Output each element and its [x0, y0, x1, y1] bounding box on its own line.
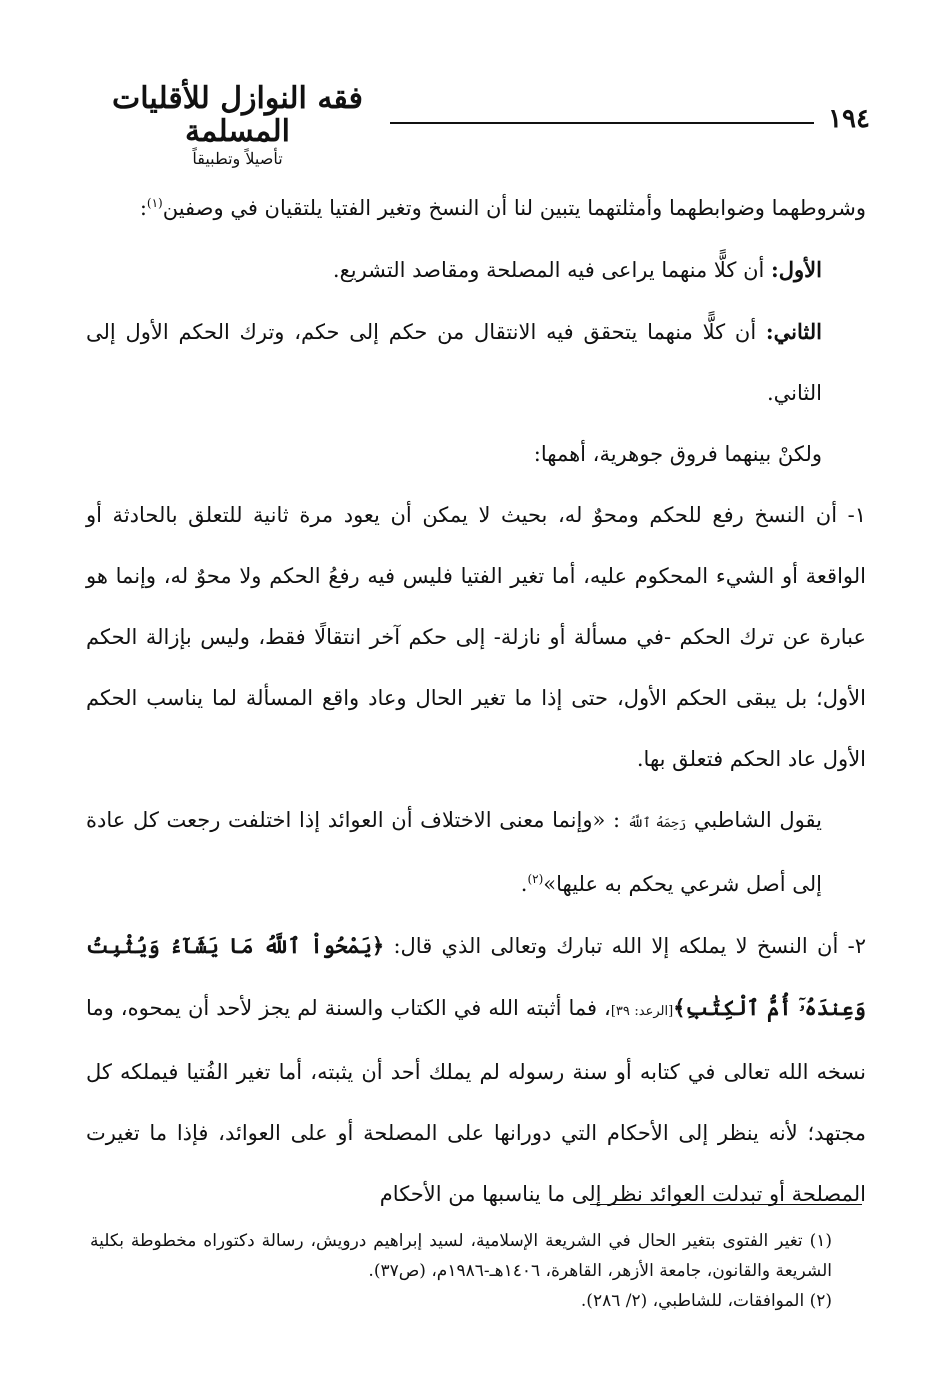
header-rule: [390, 122, 814, 124]
quran-verse: ﴿يَمْحُواْ ٱللَّهُ مَا يَشَآءُ وَيُثْبِتُ وَعِندَهُۥٓ أُمُّ ٱلْكِتَٰبِ﴾: [86, 933, 866, 1020]
book-title: فقه النوازل للأقليات المسلمة: [112, 81, 363, 149]
first-label: الأول:: [771, 257, 822, 282]
footnote-ref-2: (٢): [527, 872, 544, 886]
quote-intro: يقول الشاطبي: [693, 808, 822, 832]
verse-reference: [الرعد: ٣٩]: [610, 1004, 674, 1019]
paragraph-intro-end: :: [139, 196, 147, 220]
paragraph-intro: [86, 178, 866, 239]
honorific: رَحِمَهُ ٱللَّهُ: [627, 816, 687, 831]
paragraph-second: [86, 301, 866, 424]
running-title: [90, 82, 385, 168]
footnote-1: (١) تغير الفتوى بتغير الحال في الشريعة الإسلامية، لسيد إبراهيم درويش، رسالة دكتوراه مخطوطة بكلية الشريعة والقانون، جامعة الأزهر، القاهرة، ١٤٠٦هـ-١٩٨٦م، (ص٣٧).: [90, 1231, 832, 1281]
paragraph-first: [86, 239, 866, 301]
item2-start: ٢- أن النسخ لا يملكه إلا الله تبارك وتعالى الذي قال:: [384, 934, 866, 958]
quote-end: .: [520, 872, 528, 896]
body-text: [86, 178, 866, 1225]
list-item-2: [86, 915, 866, 1225]
second-label: الثاني:: [765, 319, 822, 344]
page-header: [90, 81, 870, 168]
paragraph-quote: [86, 790, 866, 915]
footnote-2: (٢) الموافقات، للشاطبي، (٢/ ٢٨٦).: [580, 1291, 832, 1311]
item2-rest: ، فما أثبته الله في الكتاب والسنة لم يجز لأحد أن يمحوه، وما نسخه الله تعالى في كتابه أو سنة رسوله لم يملك أحد أن يثبته، أما تغير الفُتيا فيملكه كل مجتهد؛ لأنه ينظر إلى الأحكام التي دورانها على المصلحة أو على العوائد، فإذا ما تغيرت المصلحة أو تبدلت العوائد نظر إلى ما يناسبها من الأحكام: [86, 996, 867, 1206]
paragraph-intro-text: وشروطهما وضوابطهما وأمثلتهما يتبين لنا أن النسخ وتغير الفتيا يلتقيان في وصفين: [162, 196, 866, 220]
book-subtitle: تأصيلاً وتطبيقاً: [192, 149, 283, 168]
quote-text: : «وإنما معنى الاختلاف أن العوائد إذا اختلفت رجعت كل عادة إلى أصل شرعي يحكم به عليها»: [86, 808, 822, 896]
first-text: أن كلًّا منهما يراعى فيه المصلحة ومقاصد التشريع.: [332, 258, 772, 282]
differences-text: ولكنْ بينهما فروق جوهرية، أهمها:: [533, 442, 822, 466]
page-number: ١٩٤: [828, 104, 870, 134]
footnote-ref-1: (١): [146, 196, 163, 210]
paragraph-differences: [86, 424, 866, 485]
second-text: أن كلًّا منهما يتحقق فيه الانتقال من حكم إلى حكم، وترك الحكم الأول إلى الثاني.: [86, 320, 822, 405]
footnote-rule: [590, 1204, 862, 1205]
list-item-1: ١- أن النسخ رفع للحكم ومحوٌ له، بحيث لا يمكن أن يعود مرة ثانية للتعلق بالحادثة أو الواقعة أو الشيء المحكوم عليه، أما تغير الفتيا فليس فيه رفعُ الحكم ولا محوٌ له، وإنما هو عبارة عن ترك الحكم -في مسألة أو نازلة- إلى حكم آخر انتقالًا فقط، وليس بإزالة الحكم الأول؛ بل يبقى الحكم الأول، حتى إذا ما تغير الحال وعاد واقع المسألة لما يناسب الحكم الأول عاد الحكم فتعلق بها.: [86, 503, 866, 771]
footnotes: [90, 1226, 866, 1316]
